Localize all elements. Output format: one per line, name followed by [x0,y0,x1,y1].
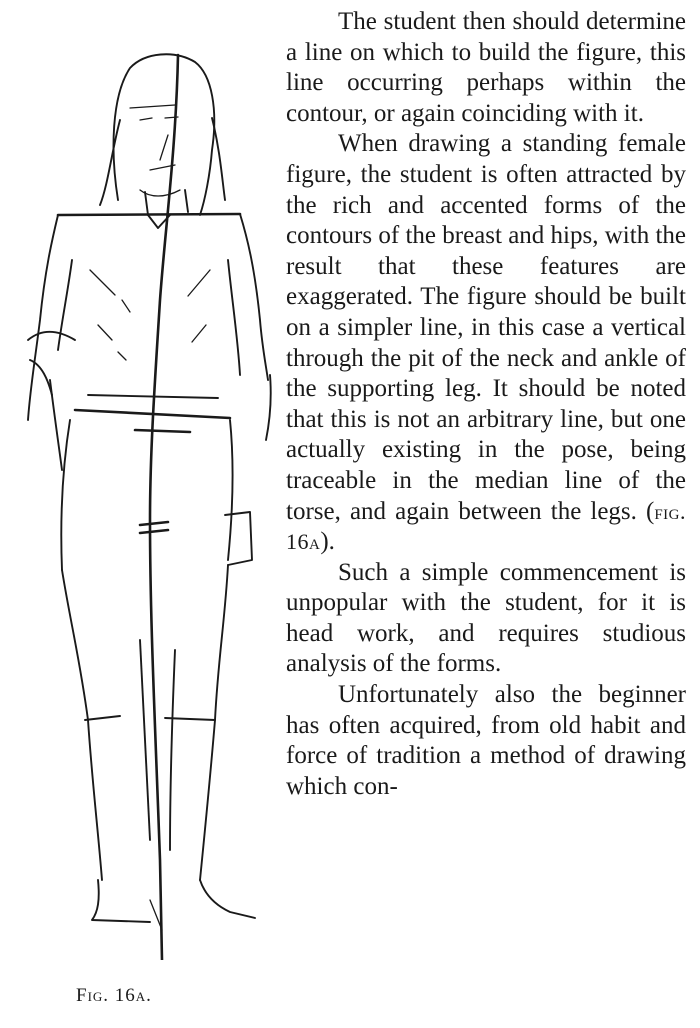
hip-tick [135,430,190,432]
median-vertical-line [150,55,178,960]
left-shin [88,720,102,880]
head-contour [114,54,215,215]
hair-right [212,118,225,200]
nose-line [160,135,168,160]
right-foot [200,880,255,918]
text-column [286,7,686,802]
left-hand-line [50,380,62,470]
rib-lines [98,325,206,342]
right-arm-outer [240,214,268,380]
figure-reference: fig. 16a [286,498,686,555]
paragraph-2 [286,129,686,557]
left-elbow [28,332,75,340]
paragraph-4: Unfortunately also the beginner has often acquired, from old habit and force of tradition a method of drawing which con- [286,681,686,800]
breast-lines [90,270,210,296]
left-hip-contour [61,420,70,570]
right-forearm [266,375,271,440]
eyes-line [140,117,178,120]
neck-lines [145,190,188,215]
torso-ticks [118,300,130,360]
brow-line [130,105,175,108]
figure-caption: Fig. 16a. [76,985,152,1006]
right-thigh [215,565,228,720]
right-arm-inner [228,260,240,375]
knee-lines [85,716,215,720]
inner-leg-line-2 [170,650,175,850]
left-arm-outer [28,215,58,420]
paragraph-3: Such a simple commencement is unpopular with the student, for it is head work, and requires studious analysis of the forms. [286,558,686,678]
paragraph-1: The student then should determine a line on which to build the figure, this line occurring perhaps within the contour, or again coinciding with it. [286,8,686,127]
paragraph-2-text: When drawing a standing female figure, the student is often attracted by the rich and accented forms of the contours of the breast and hips, with the result that these features are exaggerated. The figure should be built on a simpler line, in this case a vertical through the pit of the neck and ankle of the supporting leg. It should be noted that this is not an arbitrary line, but one actually existing in the pose, being traceable in the median line of the torse, and again between the legs. ( [286,130,686,525]
figure-16a-illustration [0,0,285,960]
standing-figure-sketch-icon [0,0,285,960]
right-hip-contour [228,420,233,560]
pelvis-ticks [140,522,168,533]
right-shin [200,720,215,880]
left-foot [92,880,150,922]
left-thigh [62,570,88,720]
inner-leg-line [140,640,150,840]
paragraph-2-end: ). [320,528,335,556]
